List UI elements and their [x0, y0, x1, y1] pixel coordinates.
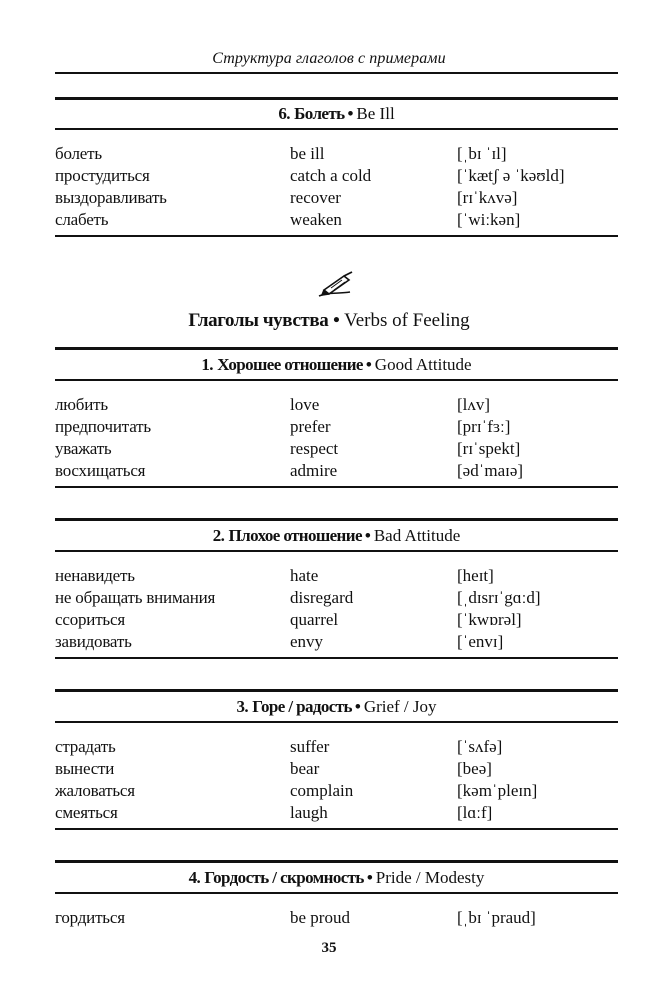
word-transcription: [lʌv]	[457, 395, 491, 414]
list-item	[55, 758, 618, 780]
section-number: 1.	[201, 355, 213, 374]
word-ru: не обращать внимания	[55, 588, 216, 607]
section-title-en: Good Attitude	[374, 355, 472, 374]
list-item	[55, 416, 618, 438]
bullet: •	[366, 868, 373, 887]
section-title-rule	[55, 379, 618, 381]
word-en: recover	[290, 188, 341, 207]
list-item	[55, 780, 618, 802]
word-ru: болеть	[55, 144, 102, 163]
word-ru: слабеть	[55, 210, 109, 229]
word-list-be-ill	[55, 143, 618, 231]
word-transcription: [rɪˈkʌvə]	[457, 188, 518, 207]
word-ru: гордиться	[55, 908, 125, 927]
bullet: •	[354, 697, 361, 716]
word-ru: смеяться	[55, 803, 118, 822]
word-transcription: [ˈsʌfə]	[457, 737, 503, 756]
running-title: Структура глаголов с примерами	[212, 50, 446, 67]
section-bottom-rule	[55, 486, 618, 488]
list-item	[55, 187, 618, 209]
bullet: •	[364, 526, 371, 545]
word-list-good-attitude	[55, 394, 618, 482]
list-item	[55, 165, 618, 187]
section-title-en: Be Ill	[356, 104, 395, 123]
word-transcription: [ˈwiːkən]	[457, 210, 521, 229]
section-number: 2.	[212, 526, 225, 545]
page-number: 35	[321, 940, 337, 956]
word-en: complain	[290, 781, 354, 800]
list-item	[55, 802, 618, 824]
word-en: catch a cold	[290, 166, 372, 185]
word-transcription: [ˈkætʃ ə ˈkəʊld]	[457, 166, 565, 185]
section-title-en: Grief / Joy	[363, 697, 437, 716]
word-en: suffer	[290, 737, 330, 756]
word-transcription: [prɪˈfɜː]	[457, 417, 511, 436]
section-top-rule	[55, 347, 618, 350]
word-transcription: [ˈkwɒrəl]	[457, 610, 522, 629]
word-transcription: [ˈenvɪ]	[457, 632, 504, 651]
section-title-rule	[55, 128, 618, 130]
word-en: love	[290, 395, 320, 414]
section-title-rule	[55, 721, 618, 723]
chapter-title-en: Verbs of Feeling	[344, 310, 470, 331]
word-list-pride-modesty	[55, 907, 618, 929]
word-en: disregard	[290, 588, 354, 607]
word-transcription: [ˌdɪsrɪˈgɑːd]	[457, 588, 541, 607]
section-title-ru: Гордость / скромность	[204, 868, 364, 887]
list-item	[55, 587, 618, 609]
word-en: quarrel	[290, 610, 339, 629]
section-top-rule	[55, 518, 618, 521]
section-number: 3.	[236, 697, 249, 716]
word-ru: простудиться	[55, 166, 150, 185]
section-title-grief-joy	[55, 697, 618, 717]
running-title-rule	[55, 72, 618, 74]
section-top-rule	[55, 860, 618, 863]
section-top-rule	[55, 97, 618, 100]
word-en: admire	[290, 461, 338, 480]
section-title-ru: Хорошее отношение	[217, 355, 363, 374]
word-en: prefer	[290, 417, 331, 436]
pen-writing-icon	[316, 270, 356, 300]
list-item	[55, 460, 618, 482]
section-title-ru: Болеть	[294, 104, 345, 123]
section-number: 4.	[188, 868, 201, 887]
chapter-heading	[0, 310, 658, 332]
word-transcription: [ədˈmaɪə]	[457, 461, 524, 480]
list-item	[55, 143, 618, 165]
bullet: •	[347, 104, 354, 123]
bullet: •	[365, 355, 372, 374]
word-ru: выздоравливать	[55, 188, 167, 207]
section-title-good-attitude	[55, 355, 618, 375]
section-title-en: Pride / Modesty	[375, 868, 485, 887]
word-transcription: [rɪˈspekt]	[457, 439, 521, 458]
section-title-ru: Горе / радость	[252, 697, 352, 716]
section-title-rule	[55, 550, 618, 552]
section-number: 6.	[278, 104, 290, 123]
list-item	[55, 736, 618, 758]
word-ru: уважать	[55, 439, 112, 458]
word-transcription: [kəmˈpleɪn]	[457, 781, 538, 800]
word-list-bad-attitude	[55, 565, 618, 653]
section-title-pride-modesty	[55, 868, 618, 888]
word-ru: любить	[55, 395, 108, 414]
section-top-rule	[55, 689, 618, 692]
section-title-be-ill	[55, 104, 618, 124]
word-en: laugh	[290, 803, 328, 822]
section-title-ru: Плохое отношение	[228, 526, 362, 545]
list-item	[55, 631, 618, 653]
word-transcription: [lɑːf]	[457, 803, 493, 822]
section-title-rule	[55, 892, 618, 894]
list-item	[55, 907, 618, 929]
section-bottom-rule	[55, 235, 618, 237]
word-transcription: [beə]	[457, 759, 492, 778]
word-en: be ill	[290, 144, 325, 163]
word-en: respect	[290, 439, 339, 458]
word-ru: вынести	[55, 759, 115, 778]
word-en: weaken	[290, 210, 342, 229]
word-ru: предпочитать	[55, 417, 151, 436]
word-transcription: [heɪt]	[457, 566, 494, 585]
chapter-title-ru: Глаголы чувства	[188, 310, 329, 331]
list-item	[55, 209, 618, 231]
word-ru: завидовать	[55, 632, 132, 651]
word-ru: страдать	[55, 737, 116, 756]
word-transcription: [ˌbɪ ˈɪl]	[457, 144, 507, 163]
word-transcription: [ˌbɪ ˈpraud]	[457, 908, 536, 927]
word-ru: восхищаться	[55, 461, 146, 480]
bullet: •	[333, 310, 340, 331]
list-item	[55, 609, 618, 631]
word-ru: ссориться	[55, 610, 125, 629]
word-ru: ненавидеть	[55, 566, 135, 585]
section-bottom-rule	[55, 657, 618, 659]
word-en: bear	[290, 759, 320, 778]
word-en: be proud	[290, 908, 350, 927]
word-ru: жаловаться	[55, 781, 135, 800]
list-item	[55, 394, 618, 416]
section-title-en: Bad Attitude	[373, 526, 461, 545]
list-item	[55, 438, 618, 460]
section-title-bad-attitude	[55, 526, 618, 546]
list-item	[55, 565, 618, 587]
word-list-grief-joy	[55, 736, 618, 824]
word-en: envy	[290, 632, 324, 651]
word-en: hate	[290, 566, 319, 585]
section-bottom-rule	[55, 828, 618, 830]
